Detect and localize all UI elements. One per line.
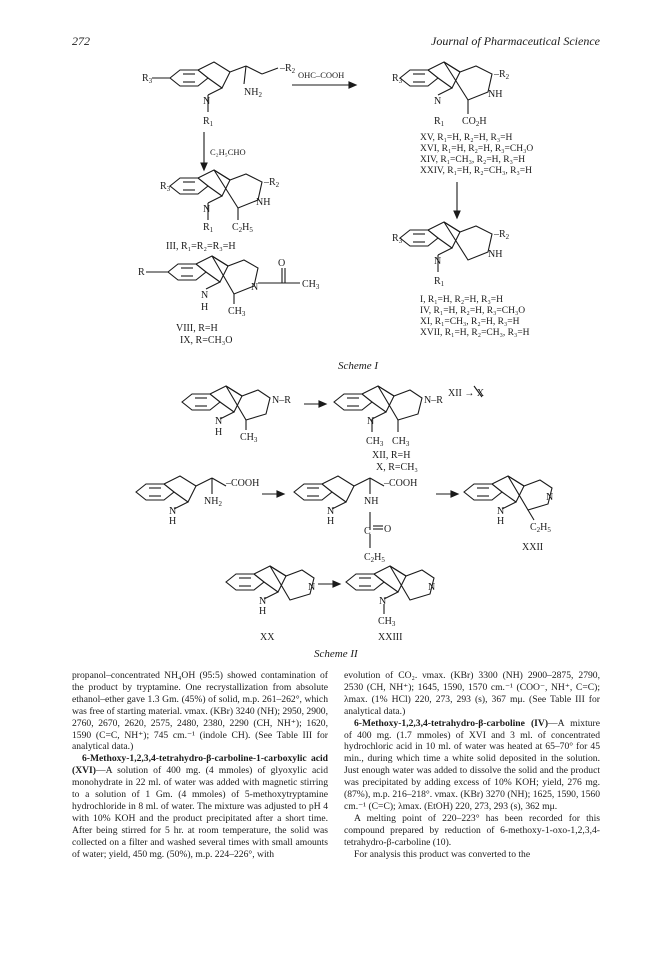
- svg-text:O: O: [384, 524, 392, 535]
- svg-text:–R2: $-R_2$: [494, 229, 510, 241]
- paragraph-right-3: A melting point of 220–223° has been recorded for this compound prepared by reduction of 6-methoxy-1-oxo-1,2,3,4-tetrahydro-β-carboline (10).: [344, 812, 600, 848]
- svg-text:N: N: [434, 256, 442, 267]
- svg-text:NH: NH: [488, 89, 503, 100]
- svg-text:C2H5: $C_2H_5$: [364, 552, 385, 564]
- caption-scheme-2: Scheme II: [314, 648, 358, 660]
- svg-text:–R2: $-R_2$: [494, 69, 510, 81]
- caption-scheme-1: Scheme I: [338, 360, 379, 372]
- label-compound-IX: IX, R=CH₃O: [180, 335, 233, 346]
- svg-text:R3: $R_3$: [142, 73, 153, 85]
- paragraph-right-1: evolution of CO₂. νmax. (KBr) 3300 (NH) 2900–2875, 2790, 2530 (CH, NH⁺); 1645, 1590, 1570 cm.⁻¹ (COO⁻, NH⁺, C=C); λmax. (1% HCl) 220, 273, 293 (s), 367 mμ. (See Table III for analytical data.): [344, 670, 600, 717]
- list-carbolines-1: I, R₁=H, R₂=H, R₃=H: [420, 295, 504, 305]
- svg-text:N–R: N–R: [424, 395, 443, 406]
- svg-text:R1: $R_1$: [434, 276, 445, 288]
- svg-text:N: N: [546, 492, 554, 503]
- label-compound-XX: XX: [260, 632, 275, 643]
- label-compound-XII: XII, R=H: [372, 450, 411, 461]
- svg-text:R1: $R_1$: [434, 116, 445, 128]
- paragraph-left-1: propanol–concentrated NH₄OH (95:5) showed contamination of the product by tryptamine. One recrystallization from absolute ethanol–ether gave 1.3 Gm. (45%) of solid, m.p. 261–262°, which was free of starting material. νmax. (KBr) 3240 (NH); 2950, 2900, 2760, 2670, 2620, 2575, 2480, 2380, 2290 (CH, NH⁺); 1620, 1590 (C=C, NH⁺); 745 cm.⁻¹ (indole CH). (See Table III for analytical data.): [72, 670, 328, 753]
- label-compound-VIII: VIII, R=H: [176, 323, 218, 334]
- reagent-propanal: C₂H₅CHO: [210, 147, 246, 157]
- heading-compound-XVI: 6-Methoxy-1,2,3,4-tetrahydro-β-carboline-1-carboxylic acid (XVI): [72, 753, 328, 777]
- svg-text:N: N: [259, 596, 267, 607]
- list-acids-3: XIV, R₁=CH₃, R₂=H, R₃=H: [420, 155, 526, 165]
- svg-text:C: C: [364, 526, 371, 537]
- svg-text:–COOH: –COOH: [226, 478, 260, 489]
- structure-compound-XXII: [464, 476, 552, 520]
- list-carbolines-4: XVII, R₁=H, R₂=CH₃, R₃=H: [420, 328, 530, 338]
- svg-text:NH: NH: [488, 249, 503, 260]
- list-acids-1: XV, R₁=H, R₂=H, R₃=H: [420, 133, 513, 143]
- label-xii-to-x: XII → X: [448, 388, 485, 399]
- svg-text:R3: $R_3$: [392, 73, 403, 85]
- svg-text:N: N: [308, 582, 316, 593]
- structure-acyl-amino-acid: [294, 476, 384, 548]
- structure-carboline-product: [400, 222, 492, 272]
- structure-compound-XII: [334, 386, 422, 432]
- svg-text:R1: $R_1$: [203, 222, 214, 234]
- svg-text:H: H: [201, 302, 209, 313]
- svg-text:N: N: [497, 506, 505, 517]
- label-compound-III: III, R₁=R₂=R₃=H: [166, 241, 236, 252]
- structure-compound-XXIII: [346, 566, 434, 614]
- svg-text:N: N: [379, 596, 387, 607]
- label-compound-X: X, R=CH₃: [376, 462, 418, 473]
- paragraph-right-2: [344, 718, 600, 813]
- svg-text:N: N: [215, 416, 223, 427]
- structure-compound-XX: [226, 566, 314, 600]
- svg-text:–R2: $-R_2$: [264, 177, 280, 189]
- svg-text:NH: NH: [256, 197, 271, 208]
- label-compound-XXII: XXII: [522, 542, 544, 553]
- reagent-glyoxylic: OHC–COOH: [298, 70, 345, 80]
- text-column-left: [72, 670, 328, 861]
- svg-text:N: N: [201, 290, 209, 301]
- svg-text:N: N: [434, 96, 442, 107]
- svg-text:N–R: N–R: [272, 395, 291, 406]
- list-acids-4: XXIV, R₁=H, R₂=CH₃, R₃=H: [420, 166, 533, 176]
- svg-text:CH3: $CH_3$: [228, 306, 246, 318]
- svg-text:N: N: [367, 416, 375, 427]
- svg-text:C2H5: $C_2H_5$: [530, 522, 551, 534]
- paragraph-left-2-text: —A solution of 400 mg. (4 mmoles) of glyoxylic acid monohydrate in 22 ml. of water was added with magnetic stirring to a solution of 1 Gm. (4 mmoles) of 5-methoxytryptamine hydrochloride in 8 ml. of water. The mixture was adjusted to pH 4 with 10% KOH and the product precipitated after a short time. After being stirred for 5 hr. at room temperature, the solid was collected on a filter and washed several times with small amounts of water; yield, 450 mg. (50%), m.p. 224–226°, with: [72, 765, 328, 860]
- svg-text:N: N: [428, 582, 436, 593]
- svg-text:CO2H: $CO_2H$: [462, 116, 487, 128]
- svg-text:NH: NH: [364, 496, 379, 507]
- journal-title: Journal of Pharmaceutical Science: [431, 34, 600, 48]
- svg-text:–R2: $-R_2$: [280, 63, 296, 75]
- svg-text:H: H: [169, 516, 177, 527]
- svg-text:N: N: [327, 506, 335, 517]
- page-number: 272: [72, 34, 90, 48]
- list-acids-2: XVI, R₁=H, R₂=H, R₃=CH₃O: [420, 144, 534, 154]
- svg-text:CH3: $CH_3$: [378, 616, 396, 628]
- list-carbolines-2: IV, R₁=H, R₂=H, R₃=CH₃O: [420, 306, 526, 316]
- svg-text:N: N: [251, 282, 259, 293]
- svg-text:R3: $R_3$: [160, 181, 171, 193]
- structure-scheme2-start: [182, 386, 270, 430]
- list-carbolines-3: XI, R₁=CH₃, R₂=H, R₃=H: [420, 317, 520, 327]
- svg-text:O: O: [278, 258, 286, 269]
- svg-text:N: N: [203, 204, 211, 215]
- svg-text:CH3: $CH_3$: [366, 436, 384, 448]
- paragraph-right-4: For analysis this product was converted to the: [354, 848, 531, 860]
- paragraph-right-2-text: —A mixture of 400 mg. (1.7 mmoles) of XVI and 3 ml. of concentrated hydrochloric acid in 10 ml. of water was heated at 65–70° for 45 min., during which time a white solid deposited in the solution. Just enough water was added to dissolve the solid and the product was precipitated by adding excess of 10% KOH; yield, 276 mg. (87%), m.p. 216–218°. νmax. (KBr) 3270 (NH); 1625, 1590, 1560 cm.⁻¹ (C=C); λmax. (EtOH) 220, 273, 293 (s), 362 mμ.: [344, 717, 600, 812]
- svg-text:R1: $R_1$: [203, 116, 214, 128]
- svg-text:H: H: [215, 427, 223, 438]
- svg-text:CH3: $CH_3$: [392, 436, 410, 448]
- svg-text:R: R: [138, 267, 145, 278]
- paragraph-left-2: [72, 753, 328, 860]
- structure-acetyl-carboline: [146, 256, 300, 304]
- label-compound-XXIII: XXIII: [378, 632, 403, 643]
- structure-compound-III: [170, 170, 262, 220]
- svg-text:CH3: $CH_3$: [302, 279, 320, 291]
- svg-text:N: N: [203, 96, 211, 107]
- text-column-right: [344, 670, 600, 861]
- svg-text:–COOH: –COOH: [384, 478, 418, 489]
- svg-text:R3: $R_3$: [392, 233, 403, 245]
- svg-text:NH2: $NH_2$: [244, 87, 262, 99]
- structure-tryptamine-start: [152, 62, 278, 112]
- svg-text:H: H: [259, 606, 267, 617]
- svg-text:H: H: [497, 516, 505, 527]
- svg-text:C2H5: $C_2H_5$: [232, 222, 253, 234]
- svg-text:NH2: $NH_2$: [204, 496, 222, 508]
- heading-compound-IV: 6-Methoxy-1,2,3,4-tetrahydro-β-carboline (IV): [354, 717, 549, 729]
- structure-carboxylic-acid: [400, 62, 492, 114]
- svg-text:N: N: [169, 506, 177, 517]
- svg-text:H: H: [327, 516, 335, 527]
- svg-text:CH3: $CH_3$: [240, 432, 258, 444]
